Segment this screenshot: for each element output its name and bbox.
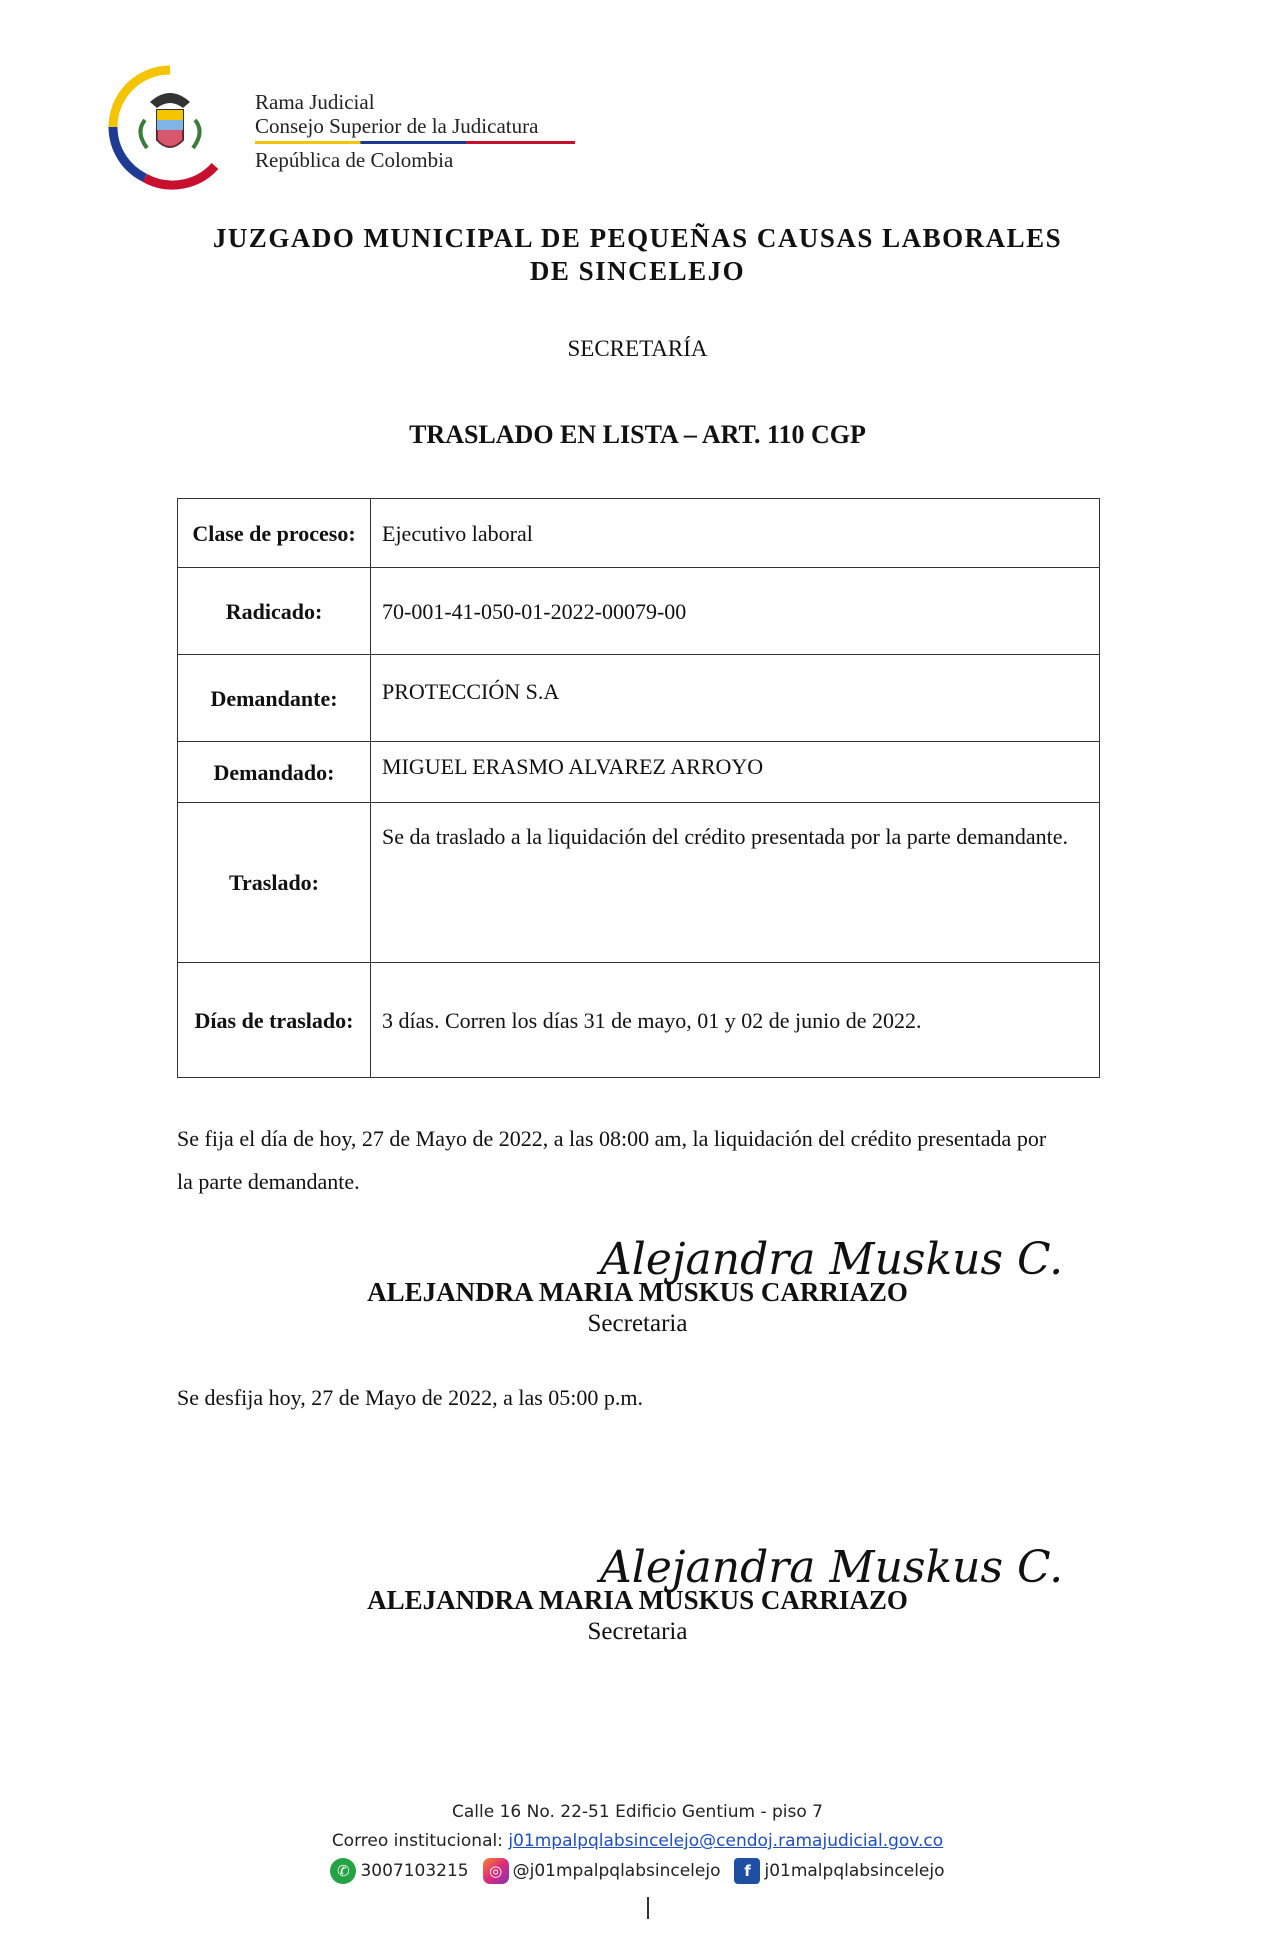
- row-value-demandado: MIGUEL ERASMO ALVAREZ ARROYO: [371, 742, 1100, 803]
- signature-2-role: Secretaria: [587, 1618, 688, 1645]
- row-label-radicado: Radicado:: [178, 568, 371, 655]
- footer-instagram-handle: @j01mpalpqlabsincelejo: [512, 1861, 721, 1881]
- desfija-paragraph: Se desfija hoy, 27 de Mayo de 2022, a las 05:00 p.m.: [177, 1385, 643, 1410]
- row-label-traslado: Traslado:: [178, 803, 371, 963]
- facebook-icon: f: [734, 1858, 760, 1884]
- logo-line-republica: República de Colombia: [255, 148, 454, 172]
- signature-2-handwriting: Alejandra Muskus C.: [600, 1542, 1064, 1593]
- logo-text: [255, 90, 575, 172]
- table-row: [178, 499, 1100, 568]
- row-label-clase: Clase de proceso:: [178, 499, 371, 568]
- footer-phone-number: 3007103215: [360, 1861, 469, 1881]
- secretaria-heading: SECRETARÍA: [567, 336, 708, 361]
- row-label-dias: Días de traslado:: [178, 963, 371, 1078]
- coat-of-arms-emblem-icon: [105, 62, 235, 192]
- row-value-dias: 3 días. Corren los días 31 de mayo, 01 y 02 de junio de 2022.: [371, 963, 1100, 1078]
- table-row: [178, 742, 1100, 803]
- signature-block-2: [150, 1530, 1125, 1648]
- footer-address: Calle 16 No. 22-51 Edificio Gentium - piso 7: [452, 1802, 823, 1822]
- row-label-demandante: Demandante:: [178, 655, 371, 742]
- table-row: [178, 803, 1100, 963]
- signature-1-role: Secretaria: [587, 1310, 688, 1337]
- table-row: [178, 963, 1100, 1078]
- page-footer: [150, 1798, 1125, 1886]
- fija-paragraph: Se fija el día de hoy, 27 de Mayo de 2022, a las 08:00 am, la liquidación del crédito presentada por la parte demandante.: [177, 1126, 1047, 1194]
- row-value-radicado: 70-001-41-050-01-2022-00079-00: [371, 568, 1100, 655]
- rama-judicial-logo: [105, 62, 585, 192]
- footer-facebook[interactable]: [734, 1856, 944, 1886]
- logo-tricolor-rule: [255, 141, 575, 144]
- table-row: [178, 568, 1100, 655]
- court-title-line2: DE SINCELEJO: [529, 256, 746, 286]
- instagram-icon: ◎: [483, 1858, 509, 1884]
- footer-instagram[interactable]: [483, 1856, 721, 1886]
- logo-line-rama-judicial: Rama Judicial: [255, 90, 375, 114]
- footer-facebook-handle: j01malpqlabsincelejo: [764, 1861, 945, 1881]
- logo-line-consejo: Consejo Superior de la Judicatura: [255, 114, 539, 138]
- court-title-line1: JUZGADO MUNICIPAL DE PEQUEÑAS CAUSAS LABORALES: [212, 223, 1063, 253]
- whatsapp-icon: ✆: [330, 1858, 356, 1884]
- footer-contacts: [150, 1856, 1125, 1886]
- signature-1-handwriting: Alejandra Muskus C.: [600, 1234, 1064, 1285]
- signature-2-name: ALEJANDRA MARIA MUSKUS CARRIAZO: [367, 1585, 908, 1615]
- row-label-demandado: Demandado:: [178, 742, 371, 803]
- footer-email-link[interactable]: j01mpalpqlabsincelejo@cendoj.ramajudicial.gov.co: [508, 1831, 944, 1851]
- footer-email-label: Correo institucional:: [331, 1831, 503, 1851]
- row-value-clase: Ejecutivo laboral: [371, 499, 1100, 568]
- footer-email-line: [150, 1827, 1125, 1856]
- table-row: [178, 655, 1100, 742]
- signature-block-1: [150, 1222, 1125, 1340]
- case-info-table: [177, 498, 1100, 1078]
- row-value-demandante: PROTECCIÓN S.A: [371, 655, 1100, 742]
- text-cursor-bar: [647, 1897, 649, 1919]
- document-title: TRASLADO EN LISTA – ART. 110 CGP: [409, 420, 866, 449]
- row-value-traslado: Se da traslado a la liquidación del crédito presentada por la parte demandante.: [371, 803, 1100, 963]
- signature-1-name: ALEJANDRA MARIA MUSKUS CARRIAZO: [367, 1277, 908, 1307]
- footer-phone[interactable]: [330, 1856, 468, 1886]
- court-title: [150, 222, 1125, 288]
